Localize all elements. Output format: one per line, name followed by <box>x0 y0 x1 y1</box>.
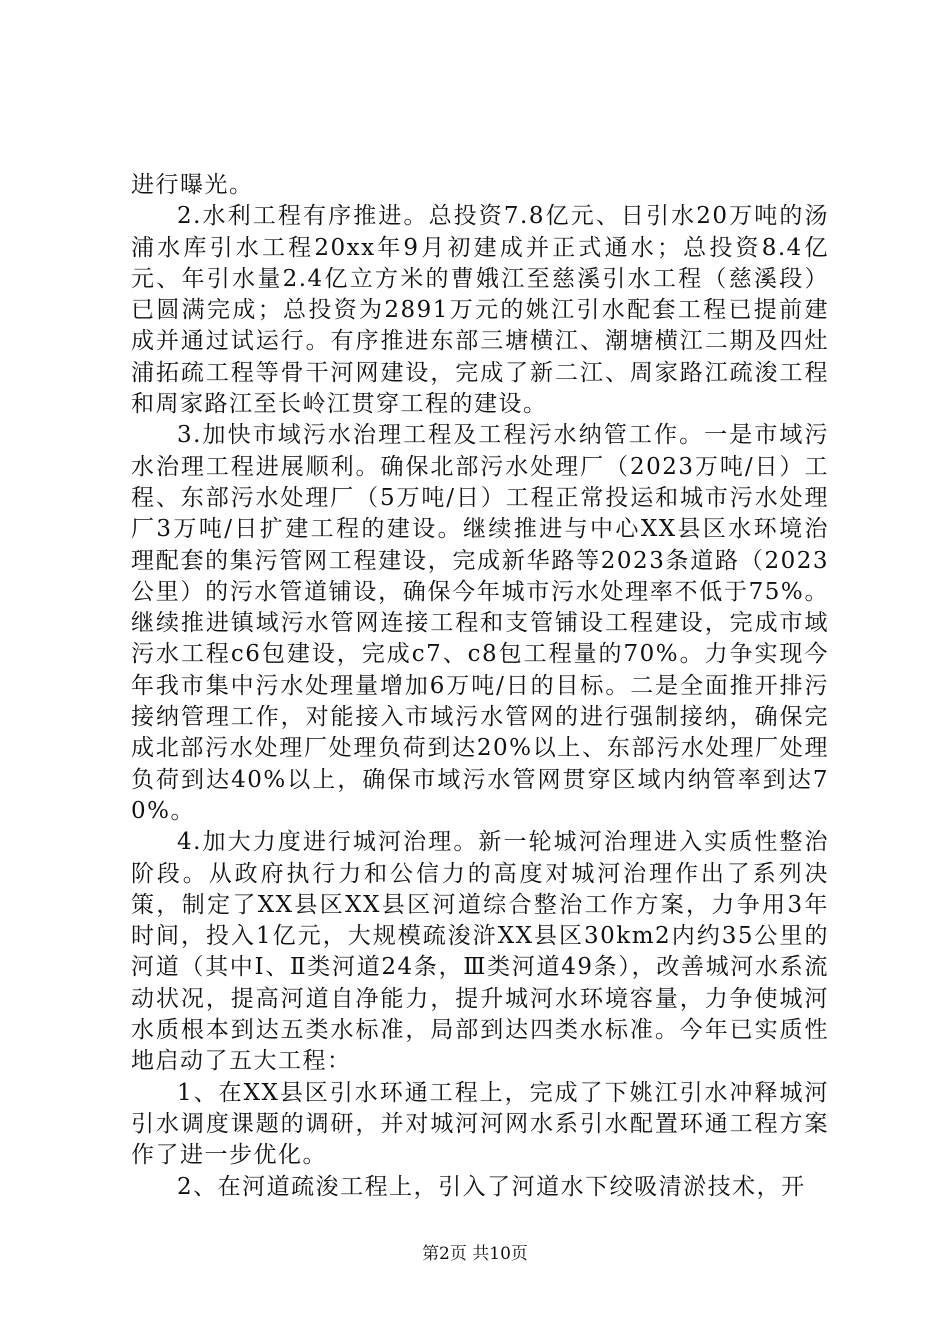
paragraph-2: 2.水利工程有序推进。总投资7.8亿元、日引水20万吨的汤浦水库引水工程20xx年9月初建成并正式通水；总投资8.4亿元、年引水量2.4亿立方米的曹娥江至慈溪引水工程（慈溪段）已圆满完成；总投资为2891万元的姚江引水配套工程已提前建成并通过试运行。有序推进东部三塘横江、潮塘横江二期及四灶浦拓疏工程等骨干河网建设，完成了新二江、周家路江疏浚工程和周家路江至长岭江贯穿工程的建设。 <box>131 203 829 418</box>
document-body <box>131 170 829 1203</box>
page-footer: 第2页 共10页 <box>422 1244 528 1264</box>
paragraph-1: 进行曝光。 <box>131 172 254 198</box>
paragraph-5: 1、在XX县区引水环通工程上，完成了下姚江引水冲释城河引水调度课题的调研，并对城河河网水系引水配置环通工程方案作了进一步优化。 <box>131 1079 829 1169</box>
paragraph-4: 4.加大力度进行城河治理。新一轮城河治理进入实质性整治阶段。从政府执行力和公信力的高度对城河治理作出了系列决策，制定了XX县区XX县区河道综合整治工作方案，力争用3年时间，投入1亿元，大规模疏浚浒XX县区30km2内约35公里的河道（其中Ⅰ、Ⅱ类河道24条，Ⅲ类河道49条），改善城河水系流动状况，提高河道自净能力，提升城河水环境容量，力争使城河水质根本到达五类水标准，局部到达四类水标准。今年已实质性地启动了五大工程： <box>131 829 829 1075</box>
paragraph-3: 3.加快市域污水治理工程及工程污水纳管工作。一是市域污水治理工程进展顺利。确保北部污水处理厂（2023万吨/日）工程、东部污水处理厂（5万吨/日）工程正常投运和城市污水处理厂3万吨/日扩建工程的建设。继续推进与中心XX县区水环境治理配套的集污管网工程建设，完成新华路等2023条道路（2023公里）的污水管道铺设，确保今年城市污水处理率不低于75%。继续推进镇域污水管网连接工程和支管铺设工程建设，完成市域污水工程c6包建设，完成c7、c8包工程量的70%。力争实现今年我市集中污水处理量增加6万吨/日的目标。二是全面推开排污接纳管理工作，对能接入市域污水管网的进行强制接纳，确保完成北部污水处理厂处理负荷到达20%以上、东部污水处理厂处理负荷到达40%以上，确保市域污水管网贯穿区域内纳管率到达70%。 <box>131 422 829 824</box>
paragraph-6: 2、在河道疏浚工程上，引入了河道水下绞吸清淤技术，开 <box>177 1173 806 1200</box>
